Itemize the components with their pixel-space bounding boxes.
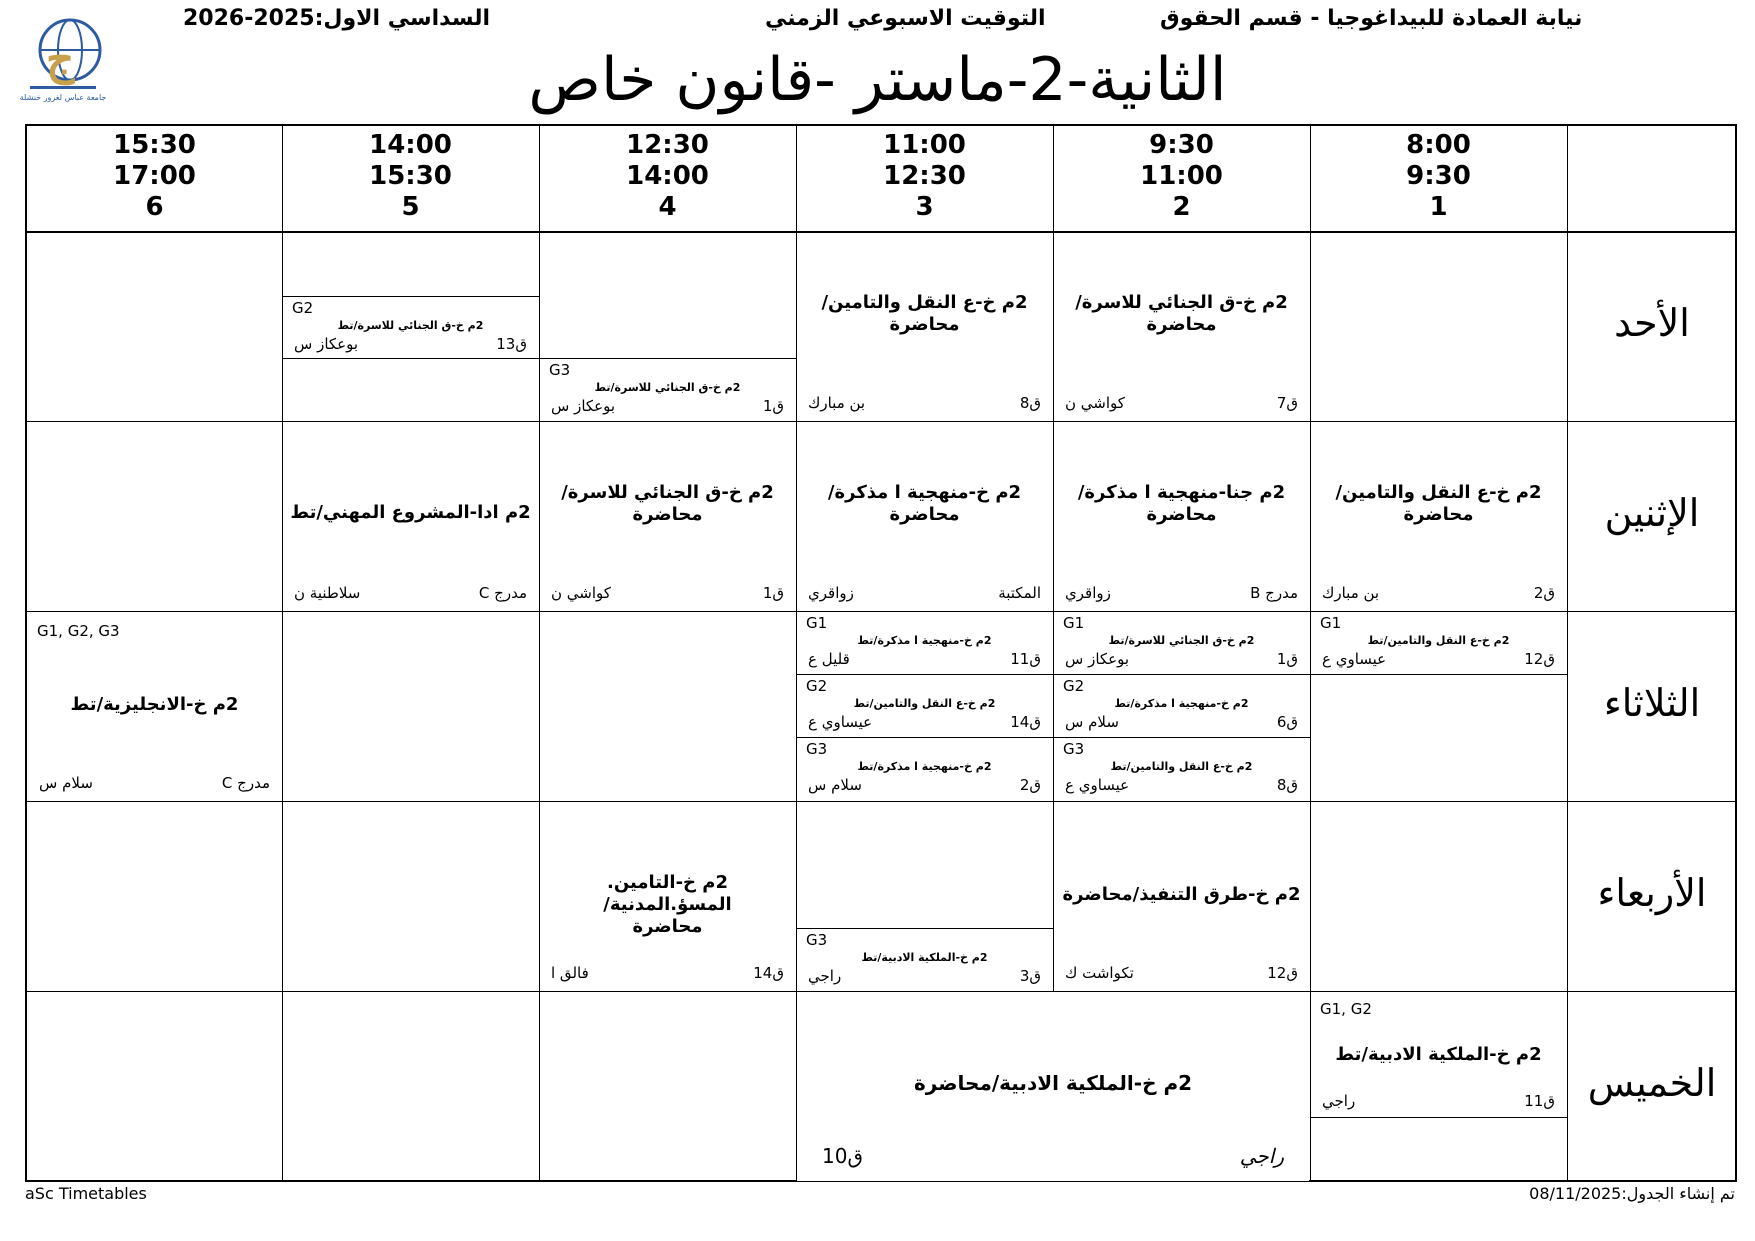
lesson-teacher: عيساوي ع [1065,776,1130,794]
period-3-header: 11:00 12:30 3 [883,130,966,222]
lesson-room: مدرج B [1250,584,1298,602]
lesson-subject: 2م خ-التامين. المسؤ.المدنية/محاضرة [603,872,732,937]
lesson-card[interactable] [1053,802,1310,991]
lesson-card[interactable] [796,675,1053,738]
lesson-group: G1 [1063,614,1085,632]
lesson-subject: 2م خ-ع النقل والتامين/ محاضرة [821,292,1028,335]
lesson-room: ق8 [1019,394,1041,412]
lesson-card[interactable] [1310,992,1567,1118]
lesson-room: ق11 [1010,650,1041,668]
lesson-card[interactable] [1310,422,1567,611]
lesson-subject: 2م خ-الانجليزية/تط [70,694,239,715]
lesson-group: G3 [1063,740,1085,758]
lesson-card[interactable] [1053,422,1310,611]
svg-text:ج: ج [46,34,75,85]
lesson-teacher: قليل ع [808,650,850,668]
lesson-teacher: بوعكاز س [294,335,359,353]
lesson-subject: 2م خ-ق الجنائي للاسرة/تط [594,381,741,394]
lesson-room: ق1 [1276,650,1298,668]
lesson-group: G3 [806,740,828,758]
lesson-subject: 2م جنا-منهجية ا مذكرة/ محاضرة [1077,482,1286,525]
lesson-teacher: راجي [1322,1092,1356,1110]
lesson-group: G2 [1063,677,1085,695]
lesson-room: مدرج C [221,774,270,792]
lesson-subject: 2م خ-ع النقل والتامين/تط [853,697,996,710]
lesson-teacher: كواشي ن [551,584,611,602]
lesson-card-merged[interactable] [797,992,1309,1181]
lesson-subject: 2م خ-ع النقل والتامين/تط [1110,760,1253,773]
lesson-teacher: بن مبارك [808,394,866,412]
lesson-teacher: كواشي ن [1065,394,1125,412]
day-sunday: الأحد [1614,301,1690,345]
timetable-grid [25,124,1737,1182]
lesson-room: ق3 [1019,967,1041,985]
lesson-subject: 2م خ-ق الجنائي للاسرة/تط [1108,634,1255,647]
lesson-card[interactable] [1310,612,1567,675]
lesson-group: G3 [549,361,571,379]
day-wednesday: الأربعاء [1597,871,1707,915]
lesson-teacher: سلاطنية ن [294,584,361,602]
lesson-subject: 2م خ-منهجية ا مذكرة/تط [857,634,992,647]
lesson-card[interactable] [796,738,1053,801]
lesson-teacher: بن مبارك [1322,584,1380,602]
lesson-room: ق6 [1276,713,1298,731]
lesson-group: G2 [806,677,828,695]
lesson-card[interactable] [796,232,1053,421]
day-monday: الإثنين [1604,491,1700,535]
page-title: الثانية-2-ماستر -قانون خاص [528,45,1227,115]
period-1-header: 8:00 9:30 1 [1406,130,1471,222]
lesson-room: ق2 [1019,776,1041,794]
lesson-card[interactable] [539,802,796,991]
lesson-room: المكتبة [998,584,1041,602]
lesson-teacher: فالق ا [551,964,589,982]
lesson-card[interactable] [796,612,1053,675]
lesson-subject: 2م خ-ق الجنائي للاسرة/ محاضرة [1075,292,1288,335]
footer-created-date: تم إنشاء الجدول:08/11/2025 [1529,1184,1735,1203]
lesson-teacher: راجي [1239,1144,1284,1168]
lesson-room: ق12 [1524,650,1555,668]
lesson-card[interactable] [1053,738,1310,801]
svg-text:جامعة عباس لغرور خنشلة: جامعة عباس لغرور خنشلة [20,93,106,102]
lesson-subject: 2م خ-الملكية الادبية/محاضرة [913,1071,1193,1095]
lesson-teacher: زواقري [1065,584,1111,602]
lesson-teacher: سلام س [1065,713,1119,731]
university-logo [20,14,106,104]
lesson-room: ق11 [1524,1092,1555,1110]
lesson-teacher: بوعكاز س [551,397,616,415]
lesson-room: ق14 [1010,713,1041,731]
lesson-room: ق14 [753,964,784,982]
lesson-subject: 2م خ-منهجية ا مذكرة/تط [857,760,992,773]
lesson-teacher: تكواشت ك [1065,964,1134,982]
lesson-room: ق12 [1267,964,1298,982]
lesson-group: G2 [292,299,314,317]
lesson-room: ق8 [1276,776,1298,794]
lesson-room: مدرج C [478,584,527,602]
footer-generator: aSc Timetables [25,1184,147,1203]
lesson-card[interactable] [1053,232,1310,421]
day-thursday: الخميس [1587,1061,1717,1105]
day-tuesday: الثلاثاء [1603,681,1701,725]
lesson-group: G1 [806,614,828,632]
lesson-teacher: بوعكاز س [1065,650,1130,668]
lesson-room: ق10 [822,1144,863,1168]
lesson-card[interactable] [539,358,796,421]
lesson-subject: 2م خ-منهجية ا مذكرة/ محاضرة [827,482,1022,525]
period-2-header: 9:30 11:00 2 [1140,130,1223,222]
lesson-card[interactable] [796,928,1053,991]
lesson-teacher: عيساوي ع [1322,650,1387,668]
lesson-room: ق1 [762,584,784,602]
lesson-subject: 2م خ-ع النقل والتامين/تط [1367,634,1510,647]
lesson-room: ق7 [1276,394,1298,412]
department-header: نيابة العمادة للبيداغوجيا - قسم الحقوق [1160,6,1583,31]
lesson-card[interactable] [282,296,539,359]
lesson-subject: 2م خ-ق الجنائي للاسرة/تط [337,319,484,332]
lesson-card[interactable] [1053,612,1310,675]
period-5-header: 14:00 15:30 5 [369,130,452,222]
lesson-teacher: زواقري [808,584,854,602]
timing-header: التوقيت الاسبوعي الزمني [765,6,1046,31]
lesson-subject: 2م خ-الملكية الادبية/تط [1335,1044,1542,1065]
lesson-subject: 2م خ-ع النقل والتامين/ محاضرة [1335,482,1542,525]
period-6-header: 15:30 17:00 6 [113,130,196,222]
lesson-card[interactable] [27,612,282,801]
lesson-room: ق1 [762,397,784,415]
lesson-teacher: سلام س [808,776,862,794]
lesson-subject: 2م ادا-المشروع المهني/تط [290,502,531,523]
lesson-group: G1 [1320,614,1342,632]
lesson-subject: 2م خ-ق الجنائي للاسرة/ محاضرة [561,482,774,525]
lesson-subject: 2م خ-الملكية الادبية/تط [861,951,988,964]
lesson-card[interactable] [282,422,539,611]
lesson-group: G1, G2, G3 [37,622,120,640]
lesson-card[interactable] [796,422,1053,611]
lesson-teacher: سلام س [39,774,93,792]
lesson-teacher: عيساوي ع [808,713,873,731]
lesson-group: G3 [806,931,828,949]
lesson-room: ق13 [496,335,527,353]
lesson-subject: 2م خ-طرق التنفيذ/محاضرة [1062,884,1301,905]
lesson-card[interactable] [539,422,796,611]
lesson-subject: 2م خ-منهجية ا مذكرة/تط [1114,697,1249,710]
semester-header: السداسي الاول:2025-2026 [183,6,491,31]
lesson-group: G1, G2 [1320,1000,1372,1018]
lesson-teacher: راجي [808,967,842,985]
logo-icon [20,14,106,104]
lesson-room: ق2 [1533,584,1555,602]
lesson-card[interactable] [1053,675,1310,738]
period-4-header: 12:30 14:00 4 [626,130,709,222]
